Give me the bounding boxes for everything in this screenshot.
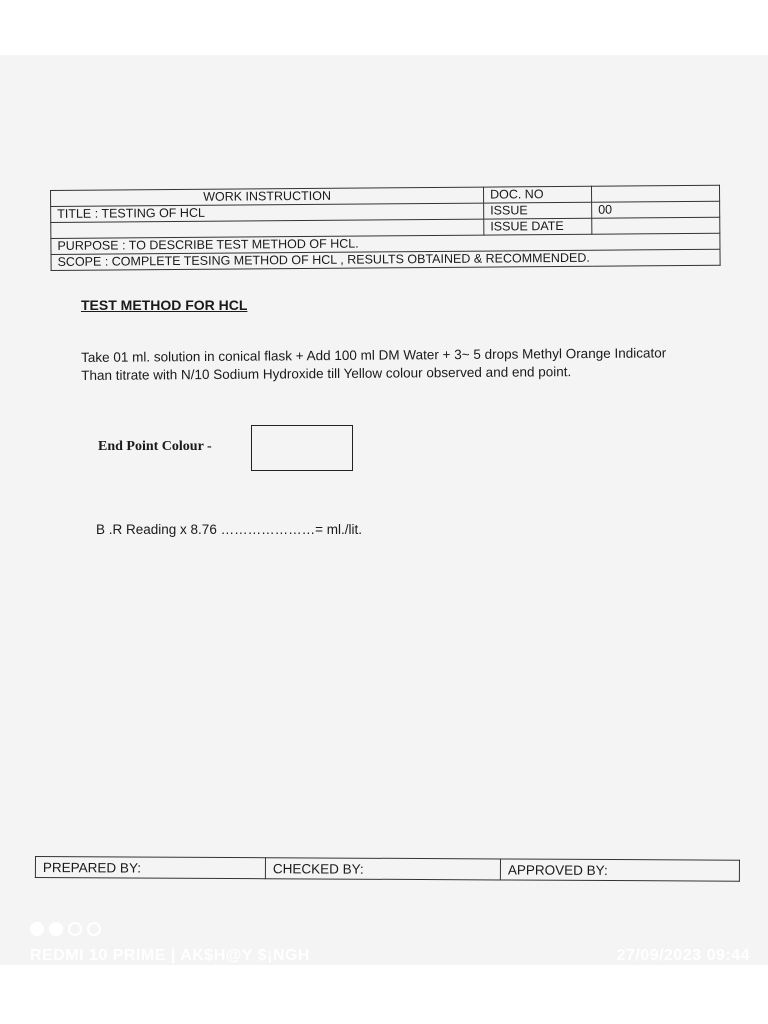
procedure-line-1: Take 01 ml. solution in conical flask + Add 100 ml DM Water + 3~ 5 drops Methyl Orange Indicator (81, 345, 667, 365)
doc-no-value (591, 185, 719, 202)
section-heading: TEST METHOD FOR HCL (81, 297, 248, 313)
signature-table (35, 856, 740, 882)
watermark-dots-icon (30, 922, 106, 941)
end-point-colour-box (251, 425, 353, 471)
issue-date-label: ISSUE DATE (484, 218, 592, 235)
watermark-timestamp: 27/09/2023 09:44 (616, 947, 750, 964)
issue-date-value (592, 217, 720, 234)
end-point-label: End Point Colour - (98, 439, 212, 454)
procedure-line-2: Than titrate with N/10 Sodium Hydroxide till Yellow colour observed and end point. (81, 364, 572, 383)
approved-by: APPROVED BY: (500, 859, 739, 881)
camera-watermark (0, 915, 768, 970)
doc-no-label: DOC. NO (483, 186, 591, 203)
watermark-device: REDMI 10 PRIME | AK$H@Y $¡NGH (30, 947, 310, 964)
scope-cell: SCOPE : COMPLETE TESING METHOD OF HCL , RESULTS OBTAINED & RECOMMENDED. (51, 249, 720, 270)
procedure-text (81, 344, 721, 385)
header-table (50, 185, 721, 271)
title-cell: TITLE : TESTING OF HCL (51, 203, 484, 222)
issue-label: ISSUE (484, 202, 592, 219)
issue-value: 00 (592, 201, 720, 218)
prepared-by: PREPARED BY: (35, 857, 265, 879)
checked-by: CHECKED BY: (265, 858, 500, 880)
calculation-formula: B .R Reading x 8.76 …………………= ml./lit. (96, 522, 362, 537)
purpose-cell: PURPOSE : TO DESCRIBE TEST METHOD OF HCL. (51, 233, 720, 254)
work-instruction-cell: WORK INSTRUCTION (51, 187, 484, 206)
